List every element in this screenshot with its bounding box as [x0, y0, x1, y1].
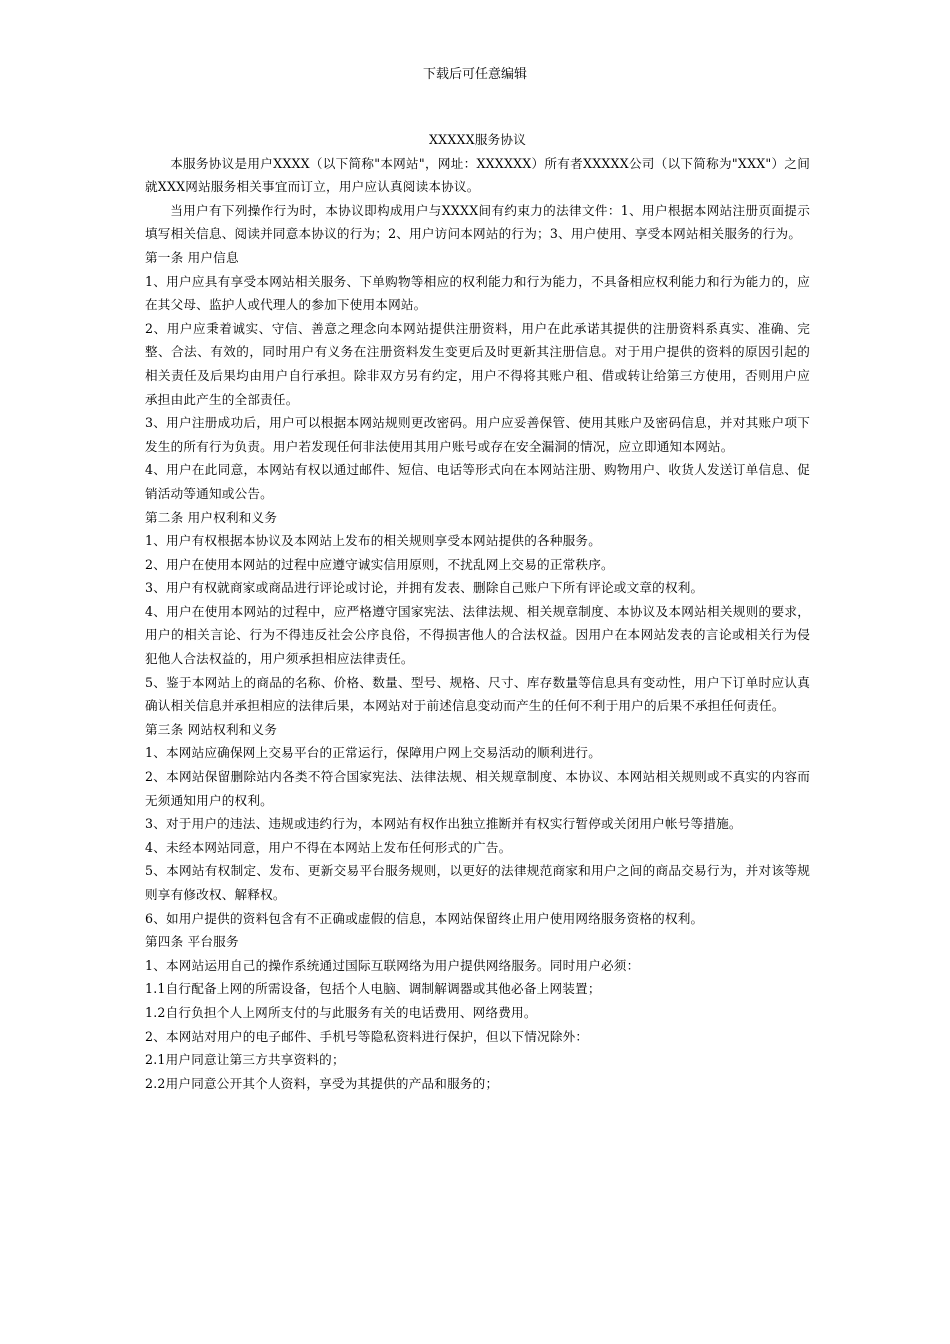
clause-paragraph: 1.2自行负担个人上网所支付的与此服务有关的电话费用、网络费用。 — [145, 1004, 537, 1020]
clause-paragraph: 2、用户在使用本网站的过程中应遵守诚实信用原则，不扰乱网上交易的正常秩序。 — [145, 556, 614, 572]
clause-paragraph: 2.2用户同意公开其个人资料，享受为其提供的产品和服务的； — [145, 1075, 499, 1091]
clause-paragraph: 1.1自行配备上网的所需设备，包括个人电脑、调制解调器或其他必备上网装置； — [145, 981, 601, 997]
section-heading: 第二条 用户权利和义务 — [145, 509, 278, 525]
clause-paragraph: 4、用户在此同意，本网站有权以通过邮件、短信、电话等形式向在本网站注册、购物用户、收货人发送订单信息、促销活动等通知或公告。 — [145, 462, 810, 501]
clause-paragraph: 5、本网站有权制定、发布、更新交易平台服务规则，以更好的法律规范商家和用户之间的商品交易行为，并对该等规则享有修改权、解释权。 — [145, 863, 810, 902]
intro-paragraph: 当用户有下列操作行为时，本协议即构成用户与XXXX间有约束力的法律文件：1、用户根据本网站注册页面提示填写相关信息、阅读并同意本协议的行为；2、用户访问本网站的行为；3、用户使用、享受本网站相关服务的行为。 — [145, 202, 810, 242]
clause-paragraph: 1、用户应具有享受本网站相关服务、下单购物等相应的权利能力和行为能力，不具备相应权利能力和行为能力的，应在其父母、监护人或代理人的参加下使用本网站。 — [145, 273, 810, 313]
agreement-body — [145, 128, 810, 1095]
section-site-rights — [145, 718, 810, 930]
section-heading: 第三条 网站权利和义务 — [145, 721, 278, 737]
section-heading: 第一条 用户信息 — [145, 249, 239, 265]
clause-paragraph: 3、用户注册成功后，用户可以根据本网站规则更改密码。用户应妥善保管、使用其账户及密码信息，并对其账户项下发生的所有行为负责。用户若发现任何非法使用其用户账号或存在安全漏洞的情况，应立即通知本网站。 — [145, 415, 810, 454]
clause-paragraph: 2.1用户同意让第三方共享资料的； — [145, 1052, 345, 1068]
clause-paragraph: 6、如用户提供的资料包含有不正确或虚假的信息，本网站保留终止用户使用网络服务资格的权利。 — [145, 910, 704, 926]
page-header-note: 下载后可任意编辑 — [422, 67, 527, 82]
clause-paragraph: 1、本网站应确保网上交易平台的正常运行，保障用户网上交易活动的顺利进行。 — [145, 745, 601, 761]
clause-paragraph: 2、本网站保留删除站内各类不符合国家宪法、法律法规、相关规章制度、本协议、本网站相关规则或不真实的内容而无须通知用户的权利。 — [145, 769, 810, 808]
clause-paragraph: 4、未经本网站同意，用户不得在本网站上发布任何形式的广告。 — [145, 839, 512, 855]
clause-paragraph: 1、用户有权根据本协议及本网站上发布的相关规则享受本网站提供的各种服务。 — [145, 533, 601, 549]
agreement-title: XXXXX服务协议 — [428, 132, 526, 147]
clause-paragraph: 3、对于用户的违法、违规或违约行为，本网站有权作出独立推断并有权实行暂停或关闭用户帐号等措施。 — [145, 816, 742, 832]
section-heading: 第四条 平台服务 — [145, 934, 239, 950]
section-platform-service — [145, 930, 810, 1095]
clause-paragraph: 4、用户在使用本网站的过程中，应严格遵守国家宪法、法律法规、相关规章制度、本协议及本网站相关规则的要求，用户的相关言论、行为不得违反社会公序良俗，不得损害他人的合法权益。因用户在本网站发表的言论或相关行为侵犯他人合法权益的，用户须承担相应法律责任。 — [145, 603, 810, 667]
section-user-info — [145, 246, 810, 506]
section-user-rights — [145, 506, 810, 718]
clause-paragraph: 2、用户应秉着诚实、守信、善意之理念向本网站提供注册资料，用户在此承诺其提供的注册资料系真实、准确、完整、合法、有效的，同时用户有义务在注册资料发生变更后及时更新其注册信息。对于用户提供的资料的原因引起的相关责任及后果均由用户自行承担。除非双方另有约定，用户不得将其账户租、借或转让给第三方使用，否则用户应承担由此产生的全部责任。 — [145, 320, 810, 407]
clause-paragraph: 1、本网站运用自己的操作系统通过国际互联网络为用户提供网络服务。同时用户必须： — [145, 957, 640, 973]
clause-paragraph: 2、本网站对用户的电子邮件、手机号等隐私资料进行保护，但以下情况除外： — [145, 1028, 589, 1044]
clause-paragraph: 5、鉴于本网站上的商品的名称、价格、数量、型号、规格、尺寸、库存数量等信息具有变动性，用户下订单时应认真确认相关信息并承担相应的法律后果，本网站对于前述信息变动而产生的任何不利于用户的后果不承担任何责任。 — [145, 674, 810, 714]
intro-paragraph: 本服务协议是用户XXXX（以下简称"本网站"，网址：XXXXXX）所有者XXXXX公司（以下简称为"XXX"）之间就XXX网站服务相关事宜而订立，用户应认真阅读本协议。 — [145, 155, 810, 195]
clause-paragraph: 3、用户有权就商家或商品进行评论或讨论，并拥有发表、删除自己账户下所有评论或文章的权利。 — [145, 580, 704, 596]
